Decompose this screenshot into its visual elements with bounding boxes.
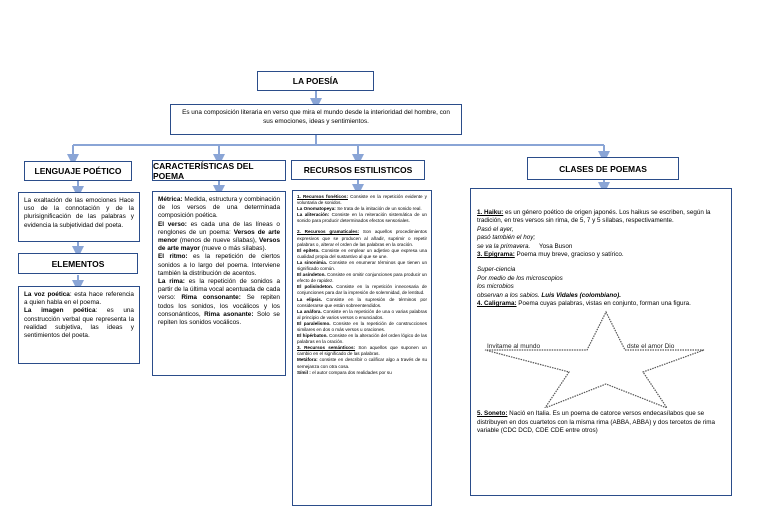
recurso-item: La elipsis. Consiste en la supresión de términos por considerarse que están sobreentendidos.: [297, 296, 427, 308]
definition-box: [170, 104, 462, 135]
haiku: 1. Haiku: es un género poético de origen japonés. Los haikus se escriben, según la tradición, en tres versos sin rima, de 5, 7 y 5 sílabas, respectivamente.: [477, 209, 711, 225]
epigrama-poem: Super-ciencia Por medio de los microscopios los microbios observan a los sabios. Luis Vidales (colombiano).: [477, 266, 621, 299]
epigrama: 3. Epigrama: Poema muy breve, gracioso y satírico.: [477, 251, 624, 259]
metrica: Métrica: Medida, estructura y combinación de los versos de una determinada composición poética.: [158, 196, 280, 220]
rima: La rima: es la repetición de sonidos a partir de la última vocal acentuada de cada verso: Rima consonante: Se repiten todos los sonidos, los vocálicos y los consonánticos, Rima asonante: Solo se repiten los sonidos vocálicos.: [158, 278, 280, 327]
recurso-item: El asíndeton. Consiste en omitir conjunciones para producir un efecto de rapidez.: [297, 272, 427, 284]
recursos-header: RECURSOS ESTILISTICOS: [303, 165, 413, 175]
recurso-item: La Onomatopeya: Se trata de la imitación de un sonido real.: [297, 206, 422, 212]
recurso-item: La sinonimia. Consiste en enumerar términos que tienen un significado común.: [297, 259, 427, 272]
star-right-text: dste el amor Dio: [627, 343, 675, 351]
elementos-header-box: [18, 253, 138, 274]
recurso-item: Símil : el autor compara dos realidades por su: [297, 369, 392, 375]
verso: El verso: es cada una de las líneas o renglones de un poema: Versos de arte menor (menos de nueve sílabas), Versos de arte mayor (nueve o más sílabas).: [158, 220, 280, 253]
recurso-item: La aliteración: Consiste en la reiteración sistemática de un sonido para producir determinados efectos sensoriales.: [297, 212, 427, 224]
clases-header-box: [527, 157, 679, 180]
lenguaje-box: [18, 192, 140, 242]
caracteristicas-header: CARACTERÍSTICAS DEL POEMA: [153, 160, 254, 181]
lenguaje-header: LENGUAJE POÉTICO: [34, 166, 122, 176]
title-text: LA POESÍA: [292, 76, 339, 86]
imagen-poetica: La imagen poética: es una construcción verbal que representa la realidad subjetiva, las ideas y sentimientos del poeta.: [24, 307, 134, 340]
lenguaje-header-box: [24, 161, 132, 181]
recurso-item: Metáfora: consiste en describir o calificar algo a través de su semejanza con otra cosa.: [297, 357, 427, 369]
recurso-item: El polisíndeton. Consiste en la repetición innecesaria de conjunciones para dar la impresión de solemnidad, de lentitud.: [297, 284, 427, 296]
ritmo: El ritmo: es la repetición de ciertos sonidos a lo largo del poema. Interviene también la distribución de acentos.: [158, 253, 280, 277]
recurso-item: 1. Recursos fonéticos: Consiste en la repetición evidente y voluntaria de sonidos.: [297, 194, 427, 206]
recurso-item: 2. Recursos gramaticales: Son aquellos procedimientos expresivos que se producen al añadir, suprimir o repetir palabras o, alterar el orden de las palabras en la oración.: [297, 229, 427, 247]
definition-text: Es una composición literaria en verso que mira el mundo desde la interioridad del hombre, con sus emociones, ideas y sentimientos.: [182, 109, 450, 125]
caligrama: 4. Caligrama: Poema cuyas palabras, vistas en conjunto, forman una figura.: [477, 300, 691, 308]
soneto: 5. Soneto: Nació en Italia. Es un poema de catorce versos endecasílabos que se distribuyen en dos cuartetos con la misma rima (ABBA, ABBA) y dos tercetos de rima variable (CDC DCD, CDE CDE entre otros): [477, 410, 715, 435]
recursos-box: [292, 190, 432, 506]
recurso-item: El hipérbaton. Consiste en la alteración del orden lógico de las palabras en la oración.: [297, 333, 427, 345]
caligrama-figure: [477, 308, 725, 408]
star-left-text: Invitame al mundo: [487, 343, 541, 351]
clases-box: [470, 188, 732, 496]
caracteristicas-box: [152, 191, 286, 376]
recursos-header-box: [291, 160, 425, 180]
clases-header: CLASES DE POEMAS: [559, 163, 647, 174]
elementos-box: [18, 286, 140, 364]
caracteristicas-header-box: [152, 160, 286, 181]
title-box: [257, 71, 374, 91]
recurso-item: El epíteto. Consiste en emplear un adjetivo que expresa una cualidad propia del sustantivo al que se une.: [297, 247, 427, 259]
haiku-poem: Pasó el ayer, pasó también el hoy; se va la primavera. Yosa Buson: [477, 225, 573, 250]
elementos-header: ELEMENTOS: [51, 258, 105, 269]
voz-poetica: La voz poética: esta hace referencia a quien habla en el poema.: [24, 291, 134, 307]
recurso-item: 3. Recursos semánticos: Son aquellos que suponen un cambio en el significado de las palabras.: [297, 345, 427, 357]
lenguaje-text: La exaltación de las emociones Hace uso de la connotación y de la plurisignificación de las palabras y evidencia la subjetividad del poeta.: [24, 197, 134, 229]
recurso-item: La anáfora. Consiste en la repetición de una o varias palabras al principio de varios versos o enunciados.: [297, 308, 427, 320]
recurso-item: El paralelismo. Consiste en la repetición de construcciones similares en dos o más versos u oraciones.: [297, 320, 427, 332]
star-caligrama: [477, 308, 727, 408]
